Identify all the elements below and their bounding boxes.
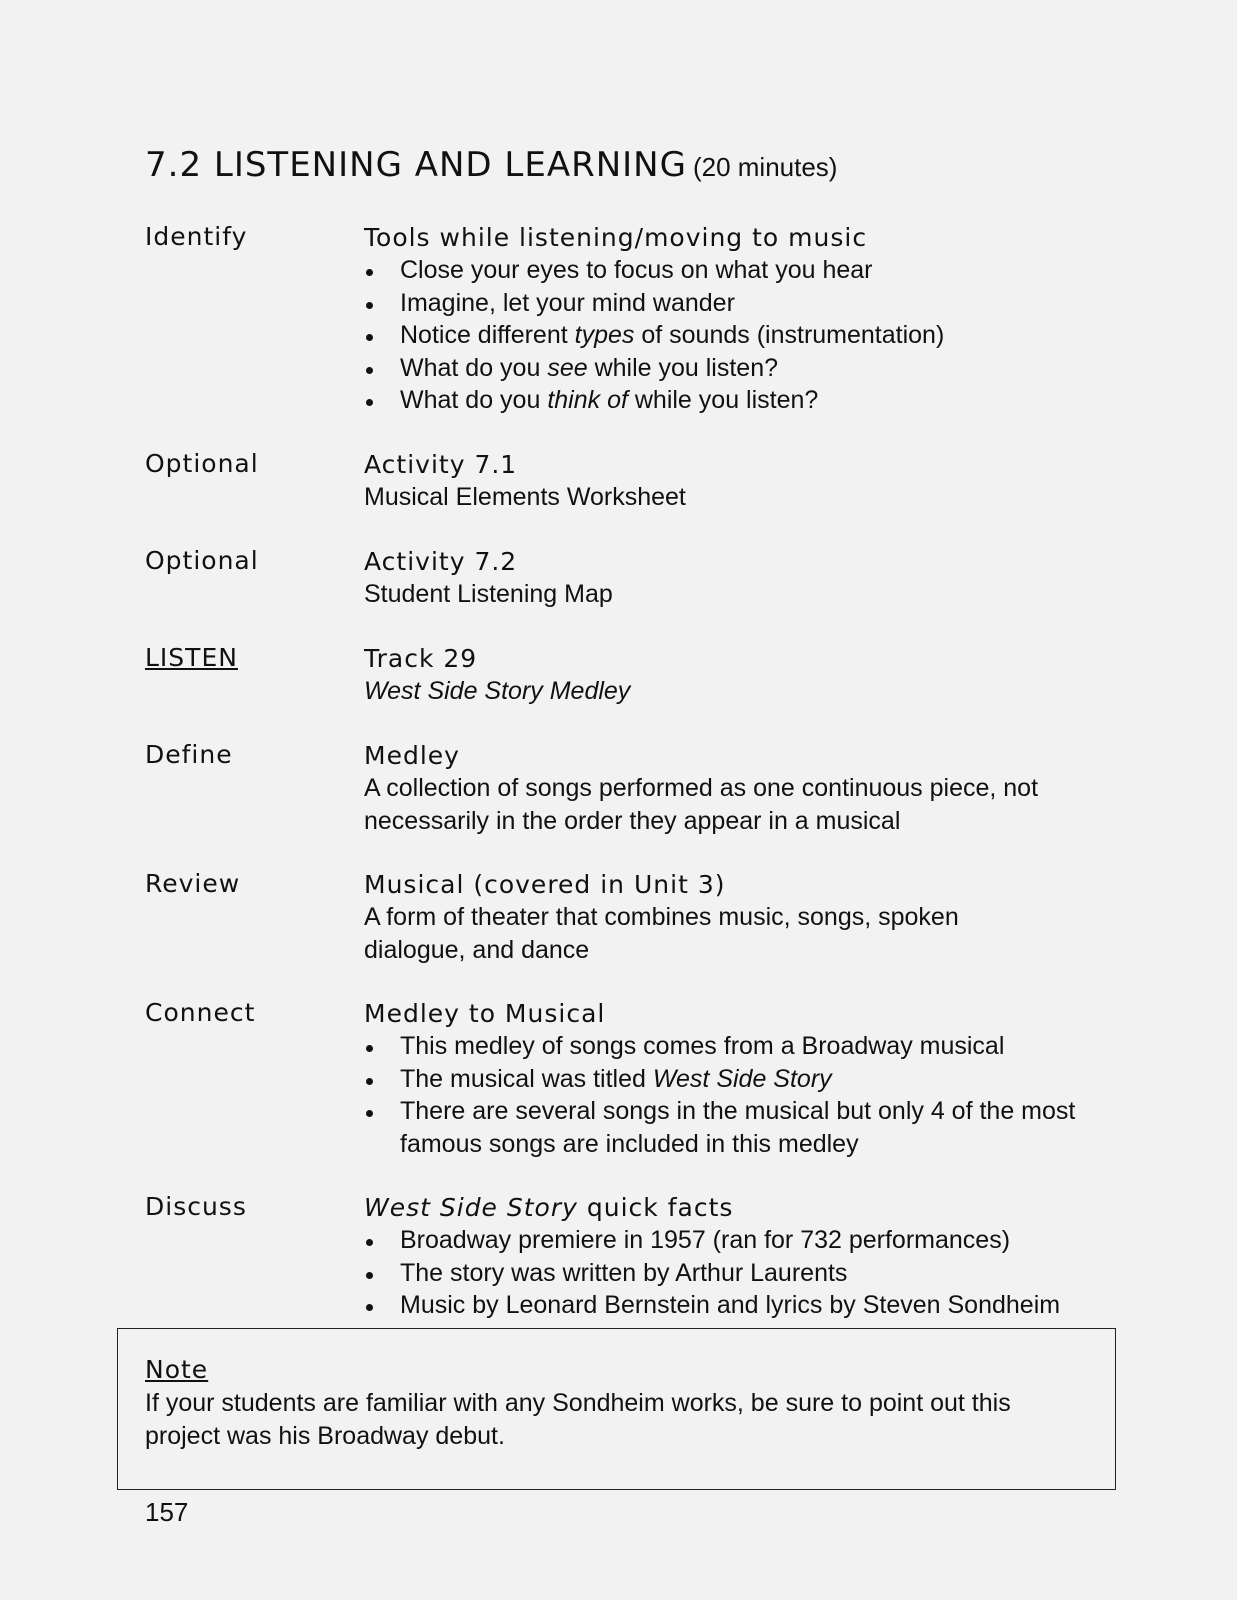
item-post: while you listen? <box>627 386 819 414</box>
list-item <box>364 287 1099 320</box>
list-item <box>364 1289 1099 1322</box>
item-pre: Notice different <box>400 321 575 349</box>
note-line: If your students are familiar with any Sondheim works, be sure to point out this <box>145 1389 1011 1417</box>
discuss-label: Discuss <box>145 1192 247 1221</box>
item-pre: What do you <box>400 386 548 414</box>
list-item <box>364 319 1099 352</box>
activity-heading: Activity 7.1 <box>364 450 518 479</box>
connect-heading: Medley to Musical <box>364 999 606 1028</box>
optional-label: Optional <box>145 449 259 478</box>
item-post: while you listen? <box>587 353 779 382</box>
page-title <box>145 145 837 185</box>
item-pre: Close your eyes to focus on what you hear <box>400 256 873 284</box>
review-heading: Musical (covered in Unit 3) <box>364 870 726 899</box>
list-item <box>364 1257 1099 1290</box>
note-line: project was his Broadway debut. <box>145 1421 505 1450</box>
list-item <box>364 1030 1099 1063</box>
track-heading: Track 29 <box>364 644 478 673</box>
list-item <box>364 254 1099 287</box>
item-pre: Music by Leonard Bernstein and lyrics by Steven Sondheim <box>400 1291 1061 1319</box>
heading-emphasis: West Side Story <box>364 1193 578 1222</box>
connect-list <box>364 1030 1099 1160</box>
item-emphasis: types <box>574 321 635 349</box>
list-item <box>364 1095 1099 1160</box>
discuss-list <box>364 1224 1099 1322</box>
identify-list <box>364 254 1099 417</box>
item-emphasis: West Side Story <box>652 1064 832 1093</box>
item-pre: What do you <box>400 353 548 382</box>
duration: (20 minutes) <box>692 152 838 182</box>
item-pre: This medley of songs comes from a Broadway musical <box>400 1032 1005 1060</box>
item-pre: Imagine, let your mind wander <box>400 288 735 317</box>
item-pre: Broadway premiere in 1957 (ran for 732 performances) <box>400 1226 1011 1254</box>
item-pre: The musical was titled <box>400 1064 653 1093</box>
list-item <box>364 352 1099 385</box>
review-line: dialogue, and dance <box>364 935 590 964</box>
item-post: of sounds (instrumentation) <box>634 321 945 349</box>
item-emphasis: see <box>547 353 588 382</box>
listen-label: LISTEN <box>145 643 238 672</box>
definition-line: necessarily in the order they appear in a musical <box>364 806 901 835</box>
identify-label: Identify <box>145 222 248 251</box>
review-line: A form of theater that combines music, songs, spoken <box>364 903 959 931</box>
track-title: West Side Story Medley <box>364 677 631 705</box>
definition-line: A collection of songs performed as one continuous piece, not <box>364 774 1039 802</box>
optional-label: Optional <box>145 546 259 575</box>
note-box <box>117 1328 1116 1490</box>
activity-title: Student Listening Map <box>364 580 613 608</box>
activity-title: Musical Elements Worksheet <box>364 483 686 511</box>
note-title: Note <box>145 1355 209 1384</box>
item-pre: There are several songs in the musical but only 4 of the most famous songs are included in this medley <box>400 1097 1076 1158</box>
list-item <box>364 1224 1099 1257</box>
title-text: 7.2 LISTENING AND LEARNING <box>145 145 687 185</box>
heading-rest: quick facts <box>577 1193 734 1222</box>
identify-heading: Tools while listening/moving to music <box>364 223 868 252</box>
item-emphasis: think of <box>547 386 628 414</box>
list-item <box>364 1063 1099 1096</box>
discuss-heading <box>364 1192 1099 1224</box>
activity-heading: Activity 7.2 <box>364 547 518 576</box>
define-heading: Medley <box>364 741 460 770</box>
list-item <box>364 384 1099 417</box>
item-pre: The story was written by Arthur Laurents <box>400 1258 848 1287</box>
review-label: Review <box>145 869 241 898</box>
define-label: Define <box>145 740 233 769</box>
connect-label: Connect <box>145 998 256 1027</box>
page-number: 157 <box>145 1497 189 1527</box>
